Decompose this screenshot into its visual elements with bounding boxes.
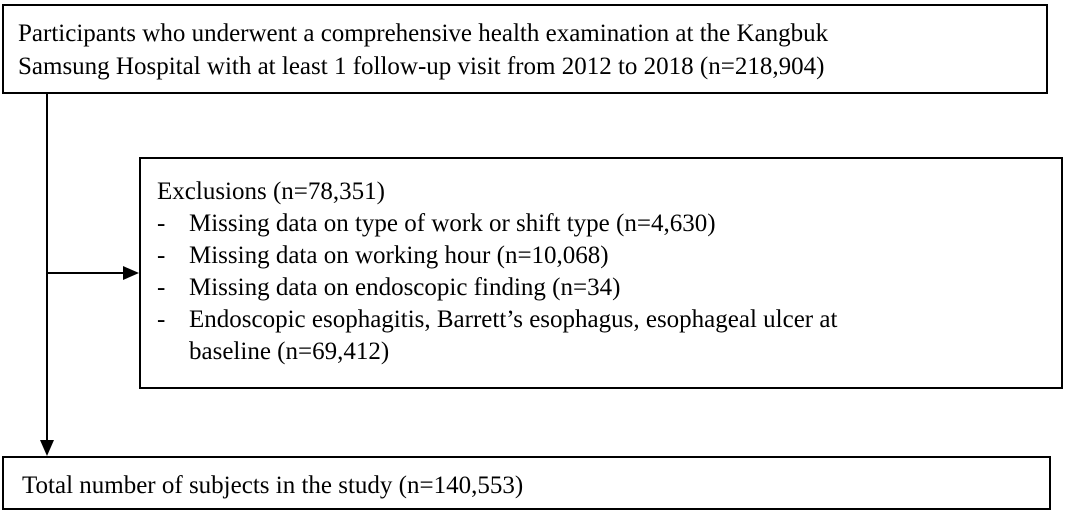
exclusion-item-continuation: baseline (n=69,412) [189, 338, 390, 365]
total-subjects-box [2, 456, 1051, 510]
exclusion-item [157, 304, 1061, 336]
bullet-dash: - [157, 210, 166, 237]
participants-line-2: Samsung Hospital with at least 1 follow-up visit from 2012 to 2018 (n=218,904) [18, 53, 825, 80]
exclusions-title: Exclusions (n=78,351) [157, 178, 385, 205]
participants-line-1: Participants who underwent a comprehensive health examination at the Kangbuk [18, 20, 829, 47]
bullet-dash: - [157, 306, 166, 333]
main-flow-arrowhead [40, 440, 54, 456]
participants-box [2, 4, 1048, 94]
exclusion-item-text: Missing data on endoscopic finding (n=34) [189, 274, 621, 301]
exclusion-item [157, 208, 1061, 240]
exclusion-item-text: Endoscopic esophagitis, Barrett’s esophagus, esophageal ulcer at [189, 306, 838, 333]
bullet-dash: - [157, 274, 166, 301]
exclusion-item [157, 272, 1061, 304]
exclusions-box [139, 157, 1063, 389]
total-subjects-text: Total number of subjects in the study (n=140,553) [22, 472, 524, 499]
exclusion-item-text: Missing data on type of work or shift type (n=4,630) [189, 210, 716, 237]
exclusion-item-text: Missing data on working hour (n=10,068) [189, 242, 609, 269]
exclusion-item [157, 240, 1061, 272]
bullet-dash: - [157, 242, 166, 269]
exclusion-branch-arrowhead [123, 266, 139, 280]
